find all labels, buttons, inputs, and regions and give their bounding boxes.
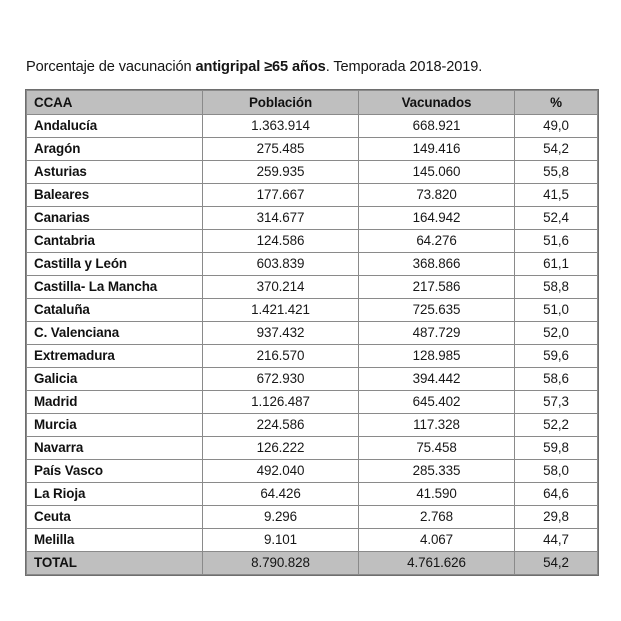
total-poblacion: 8.790.828 <box>203 552 359 575</box>
vaccination-table <box>26 90 598 575</box>
cell-region: Cataluña <box>27 299 203 322</box>
cell-percent: 58,8 <box>515 276 598 299</box>
cell-vacunados: 2.768 <box>359 506 515 529</box>
cell-poblacion: 937.432 <box>203 322 359 345</box>
cell-poblacion: 224.586 <box>203 414 359 437</box>
table-row <box>27 322 598 345</box>
table-row <box>27 437 598 460</box>
table-total-row <box>27 552 598 575</box>
cell-percent: 58,6 <box>515 368 598 391</box>
cell-poblacion: 370.214 <box>203 276 359 299</box>
cell-vacunados: 164.942 <box>359 207 515 230</box>
cell-poblacion: 275.485 <box>203 138 359 161</box>
cell-percent: 52,0 <box>515 322 598 345</box>
cell-percent: 58,0 <box>515 460 598 483</box>
total-label: TOTAL <box>27 552 203 575</box>
cell-vacunados: 73.820 <box>359 184 515 207</box>
table-row <box>27 207 598 230</box>
cell-region: Castilla y León <box>27 253 203 276</box>
caption-text-emphasis: antigripal ≥65 años <box>195 59 326 75</box>
table-row <box>27 529 598 552</box>
cell-region: Madrid <box>27 391 203 414</box>
cell-vacunados: 128.985 <box>359 345 515 368</box>
cell-percent: 52,2 <box>515 414 598 437</box>
cell-region: Baleares <box>27 184 203 207</box>
cell-vacunados: 394.442 <box>359 368 515 391</box>
cell-vacunados: 668.921 <box>359 115 515 138</box>
cell-region: Asturias <box>27 161 203 184</box>
table-row <box>27 161 598 184</box>
cell-poblacion: 492.040 <box>203 460 359 483</box>
cell-percent: 64,6 <box>515 483 598 506</box>
cell-vacunados: 117.328 <box>359 414 515 437</box>
table-header-row <box>27 91 598 115</box>
cell-vacunados: 645.402 <box>359 391 515 414</box>
cell-poblacion: 9.101 <box>203 529 359 552</box>
table-row <box>27 184 598 207</box>
cell-region: La Rioja <box>27 483 203 506</box>
cell-vacunados: 149.416 <box>359 138 515 161</box>
column-header-ccaa: CCAA <box>27 91 203 115</box>
cell-percent: 29,8 <box>515 506 598 529</box>
cell-vacunados: 725.635 <box>359 299 515 322</box>
cell-region: Cantabria <box>27 230 203 253</box>
cell-vacunados: 4.067 <box>359 529 515 552</box>
total-percent: 54,2 <box>515 552 598 575</box>
cell-region: Andalucía <box>27 115 203 138</box>
cell-poblacion: 177.667 <box>203 184 359 207</box>
cell-poblacion: 124.586 <box>203 230 359 253</box>
cell-percent: 49,0 <box>515 115 598 138</box>
table-row <box>27 391 598 414</box>
cell-region: Extremadura <box>27 345 203 368</box>
table-caption <box>26 57 482 77</box>
cell-poblacion: 259.935 <box>203 161 359 184</box>
cell-percent: 57,3 <box>515 391 598 414</box>
cell-percent: 59,8 <box>515 437 598 460</box>
cell-poblacion: 126.222 <box>203 437 359 460</box>
table-row <box>27 115 598 138</box>
cell-percent: 59,6 <box>515 345 598 368</box>
table-row <box>27 506 598 529</box>
table-row <box>27 299 598 322</box>
cell-region: Navarra <box>27 437 203 460</box>
total-vacunados: 4.761.626 <box>359 552 515 575</box>
caption-text-trailing: . Temporada 2018-2019. <box>325 59 483 75</box>
table-row <box>27 253 598 276</box>
cell-percent: 51,0 <box>515 299 598 322</box>
cell-region: Canarias <box>27 207 203 230</box>
cell-region: País Vasco <box>27 460 203 483</box>
cell-vacunados: 285.335 <box>359 460 515 483</box>
table-body <box>27 115 598 575</box>
cell-region: C. Valenciana <box>27 322 203 345</box>
table-row <box>27 345 598 368</box>
cell-region: Murcia <box>27 414 203 437</box>
cell-region: Castilla- La Mancha <box>27 276 203 299</box>
column-header-poblacion: Población <box>203 91 359 115</box>
cell-poblacion: 672.930 <box>203 368 359 391</box>
caption-text-leading: Porcentaje de vacunación <box>26 59 196 75</box>
table-row <box>27 276 598 299</box>
cell-poblacion: 1.421.421 <box>203 299 359 322</box>
table-row <box>27 138 598 161</box>
cell-poblacion: 603.839 <box>203 253 359 276</box>
cell-vacunados: 75.458 <box>359 437 515 460</box>
cell-poblacion: 9.296 <box>203 506 359 529</box>
table-row <box>27 414 598 437</box>
cell-poblacion: 64.426 <box>203 483 359 506</box>
cell-poblacion: 314.677 <box>203 207 359 230</box>
table-header <box>27 91 598 115</box>
cell-vacunados: 64.276 <box>359 230 515 253</box>
cell-percent: 41,5 <box>515 184 598 207</box>
table-row <box>27 483 598 506</box>
table-row <box>27 230 598 253</box>
cell-vacunados: 368.866 <box>359 253 515 276</box>
cell-percent: 52,4 <box>515 207 598 230</box>
cell-vacunados: 217.586 <box>359 276 515 299</box>
cell-percent: 55,8 <box>515 161 598 184</box>
cell-region: Galicia <box>27 368 203 391</box>
column-header-vacunados: Vacunados <box>359 91 515 115</box>
cell-percent: 61,1 <box>515 253 598 276</box>
cell-percent: 44,7 <box>515 529 598 552</box>
cell-vacunados: 41.590 <box>359 483 515 506</box>
cell-vacunados: 145.060 <box>359 161 515 184</box>
cell-region: Aragón <box>27 138 203 161</box>
cell-region: Ceuta <box>27 506 203 529</box>
cell-vacunados: 487.729 <box>359 322 515 345</box>
cell-percent: 54,2 <box>515 138 598 161</box>
cell-poblacion: 216.570 <box>203 345 359 368</box>
cell-poblacion: 1.126.487 <box>203 391 359 414</box>
cell-percent: 51,6 <box>515 230 598 253</box>
cell-region: Melilla <box>27 529 203 552</box>
column-header-percent: % <box>515 91 598 115</box>
table-row <box>27 460 598 483</box>
cell-poblacion: 1.363.914 <box>203 115 359 138</box>
table-row <box>27 368 598 391</box>
